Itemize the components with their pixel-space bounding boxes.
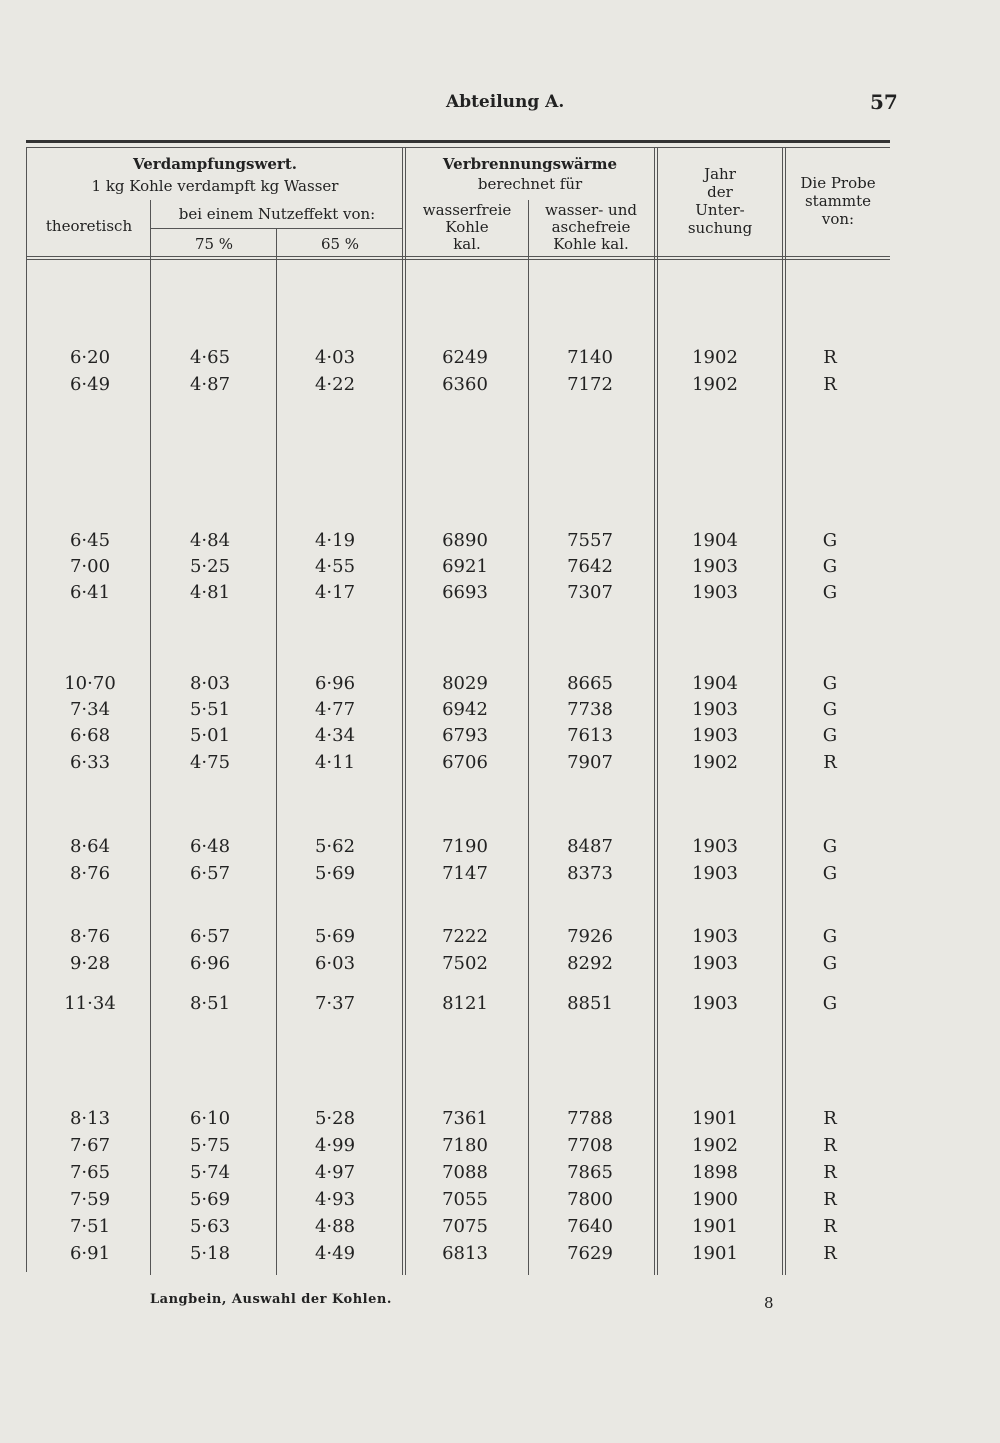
cell-probe: G [822, 699, 838, 720]
cell-jahr: 1903 [692, 993, 738, 1014]
cell-jahr: 1903 [692, 556, 738, 577]
column-header-75: 75 % [194, 235, 234, 253]
table-row [0, 673, 1000, 699]
cell-jahr: 1898 [692, 1162, 738, 1183]
table-row [0, 1216, 1000, 1242]
table-row [0, 993, 1000, 1019]
cell-probe: G [822, 953, 838, 974]
table-row [0, 556, 1000, 582]
cell-aschefreie: 7865 [567, 1162, 613, 1183]
cell-jahr: 1903 [692, 836, 738, 857]
cell-theoretisch: 7·51 [69, 1216, 111, 1237]
cell-wasserfreie: 7222 [442, 926, 488, 947]
cell-probe: G [822, 993, 838, 1014]
cell-aschefreie: 7788 [567, 1108, 613, 1129]
table-row [0, 836, 1000, 862]
cell-aschefreie: 7907 [567, 752, 613, 773]
cell-probe: R [823, 374, 837, 395]
column-header-wasserfreie-2: Kohle [445, 218, 489, 236]
column-header-theoretisch: theoretisch [45, 217, 133, 235]
table-row [0, 1135, 1000, 1161]
cell-theoretisch: 10·70 [64, 673, 116, 694]
cell-jahr: 1903 [692, 725, 738, 746]
cell-theoretisch: 7·00 [69, 556, 111, 577]
column-header-aschefreie-1: wasser- und [545, 201, 637, 219]
cell-theoretisch: 6·91 [69, 1243, 111, 1264]
cell-theoretisch: 7·67 [69, 1135, 111, 1156]
table-row [0, 953, 1000, 979]
top-rule [26, 140, 890, 143]
group-subtitle-verdampfungswert: 1 kg Kohle verdampft kg Wasser [91, 177, 339, 195]
cell-wasserfreie: 6921 [442, 556, 488, 577]
cell-jahr: 1902 [692, 752, 738, 773]
cell-wasserfreie: 7180 [442, 1135, 488, 1156]
cell-aschefreie: 8851 [567, 993, 613, 1014]
cell-75: 6·10 [189, 1108, 231, 1129]
cell-75: 6·96 [189, 953, 231, 974]
column-header-wasserfreie-3: kal. [453, 235, 481, 253]
cell-wasserfreie: 6942 [442, 699, 488, 720]
footer-note: Langbein, Auswahl der Kohlen. [150, 1292, 392, 1307]
cell-65: 4·17 [314, 582, 356, 603]
cell-aschefreie: 7800 [567, 1189, 613, 1210]
cell-theoretisch: 8·13 [69, 1108, 111, 1129]
column-header-jahr-2: der [707, 183, 733, 201]
cell-jahr: 1903 [692, 863, 738, 884]
table-row [0, 530, 1000, 556]
cell-theoretisch: 8·76 [69, 926, 111, 947]
table-row [0, 699, 1000, 725]
cell-aschefreie: 7640 [567, 1216, 613, 1237]
table-row [0, 582, 1000, 608]
cell-65: 4·49 [314, 1243, 356, 1264]
cell-75: 4·75 [189, 752, 231, 773]
header-bottom-line-1 [26, 256, 890, 257]
cell-65: 5·69 [314, 926, 356, 947]
cell-wasserfreie: 7147 [442, 863, 488, 884]
cell-75: 4·81 [189, 582, 231, 603]
cell-theoretisch: 8·76 [69, 863, 111, 884]
cell-probe: R [823, 1216, 837, 1237]
column-header-aschefreie-2: aschefreie [551, 218, 631, 236]
cell-wasserfreie: 7190 [442, 836, 488, 857]
column-header-65: 65 % [320, 235, 360, 253]
cell-75: 6·57 [189, 926, 231, 947]
cell-jahr: 1904 [692, 530, 738, 551]
cell-wasserfreie: 6693 [442, 582, 488, 603]
cell-65: 7·37 [314, 993, 356, 1014]
cell-aschefreie: 7926 [567, 926, 613, 947]
group-subtitle-berechnet: berechnet für [477, 175, 583, 193]
cell-wasserfreie: 8121 [442, 993, 488, 1014]
subheader-nutzeffekt: bei einem Nutzeffekt von: [178, 205, 376, 223]
cell-75: 5·25 [189, 556, 231, 577]
cell-65: 4·55 [314, 556, 356, 577]
table-row [0, 374, 1000, 400]
cell-probe: R [823, 1189, 837, 1210]
cell-probe: R [823, 1108, 837, 1129]
cell-aschefreie: 8292 [567, 953, 613, 974]
cell-aschefreie: 7140 [567, 347, 613, 368]
cell-jahr: 1902 [692, 374, 738, 395]
cell-wasserfreie: 6793 [442, 725, 488, 746]
cell-theoretisch: 7·34 [69, 699, 111, 720]
cell-65: 5·28 [314, 1108, 356, 1129]
table-row [0, 1162, 1000, 1188]
cell-75: 5·51 [189, 699, 231, 720]
cell-aschefreie: 7172 [567, 374, 613, 395]
cell-wasserfreie: 6706 [442, 752, 488, 773]
cell-theoretisch: 6·20 [69, 347, 111, 368]
cell-75: 5·18 [189, 1243, 231, 1264]
cell-aschefreie: 7557 [567, 530, 613, 551]
cell-75: 4·87 [189, 374, 231, 395]
cell-wasserfreie: 7075 [442, 1216, 488, 1237]
cell-aschefreie: 8373 [567, 863, 613, 884]
cell-theoretisch: 6·33 [69, 752, 111, 773]
subheader-line [150, 228, 402, 229]
cell-probe: G [822, 926, 838, 947]
cell-jahr: 1903 [692, 926, 738, 947]
cell-wasserfreie: 7361 [442, 1108, 488, 1129]
cell-65: 4·77 [314, 699, 356, 720]
cell-jahr: 1904 [692, 673, 738, 694]
column-header-aschefreie-3: Kohle kal. [553, 235, 629, 253]
cell-75: 4·65 [189, 347, 231, 368]
column-header-probe-1: Die Probe [800, 174, 876, 192]
cell-65: 4·19 [314, 530, 356, 551]
column-header-probe-2: stammte [804, 192, 872, 210]
cell-aschefreie: 7738 [567, 699, 613, 720]
cell-theoretisch: 7·59 [69, 1189, 111, 1210]
cell-theoretisch: 6·49 [69, 374, 111, 395]
cell-probe: G [822, 863, 838, 884]
cell-jahr: 1900 [692, 1189, 738, 1210]
cell-wasserfreie: 7055 [442, 1189, 488, 1210]
cell-probe: G [822, 582, 838, 603]
column-header-jahr-1: Jahr [704, 165, 736, 183]
cell-wasserfreie: 6890 [442, 530, 488, 551]
cell-probe: G [822, 556, 838, 577]
cell-75: 4·84 [189, 530, 231, 551]
header-bottom-line-2 [26, 259, 890, 260]
cell-probe: G [822, 673, 838, 694]
cell-65: 5·62 [314, 836, 356, 857]
cell-theoretisch: 6·41 [69, 582, 111, 603]
cell-65: 4·34 [314, 725, 356, 746]
cell-wasserfreie: 6360 [442, 374, 488, 395]
cell-probe: R [823, 1162, 837, 1183]
cell-65: 4·11 [314, 752, 356, 773]
cell-75: 5·74 [189, 1162, 231, 1183]
cell-probe: R [823, 752, 837, 773]
cell-75: 6·48 [189, 836, 231, 857]
cell-aschefreie: 7642 [567, 556, 613, 577]
cell-probe: R [823, 347, 837, 368]
column-header-jahr-4: suchung [687, 219, 753, 237]
cell-75: 5·01 [189, 725, 231, 746]
cell-jahr: 1902 [692, 347, 738, 368]
cell-aschefreie: 8487 [567, 836, 613, 857]
cell-jahr: 1903 [692, 699, 738, 720]
cell-probe: R [823, 1243, 837, 1264]
cell-theoretisch: 8·64 [69, 836, 111, 857]
group-title-verbrennungswaerme: Verbrennungswärme [442, 155, 618, 173]
table-row [0, 752, 1000, 778]
cell-probe: G [822, 836, 838, 857]
cell-wasserfreie: 6249 [442, 347, 488, 368]
page-number: 57 [870, 90, 898, 114]
cell-wasserfreie: 6813 [442, 1243, 488, 1264]
cell-jahr: 1901 [692, 1216, 738, 1237]
cell-theoretisch: 11·34 [64, 993, 116, 1014]
table-row [0, 1243, 1000, 1269]
cell-jahr: 1903 [692, 953, 738, 974]
cell-75: 5·63 [189, 1216, 231, 1237]
cell-65: 4·99 [314, 1135, 356, 1156]
cell-jahr: 1901 [692, 1108, 738, 1129]
table-row [0, 863, 1000, 889]
signature-mark: 8 [764, 1294, 774, 1312]
table-row [0, 926, 1000, 952]
cell-jahr: 1903 [692, 582, 738, 603]
cell-theoretisch: 6·68 [69, 725, 111, 746]
table-row [0, 725, 1000, 751]
cell-wasserfreie: 7502 [442, 953, 488, 974]
column-header-probe-3: von: [821, 210, 855, 228]
cell-probe: R [823, 1135, 837, 1156]
cell-probe: G [822, 725, 838, 746]
column-header-jahr-3: Unter- [695, 201, 745, 219]
cell-wasserfreie: 7088 [442, 1162, 488, 1183]
table-row [0, 347, 1000, 373]
cell-75: 5·69 [189, 1189, 231, 1210]
cell-75: 8·03 [189, 673, 231, 694]
cell-aschefreie: 7307 [567, 582, 613, 603]
running-header: Abteilung A. [446, 92, 565, 112]
table-row [0, 1189, 1000, 1215]
column-header-wasserfreie-1: wasserfreie [422, 201, 512, 219]
cell-75: 8·51 [189, 993, 231, 1014]
cell-65: 4·22 [314, 374, 356, 395]
cell-65: 4·97 [314, 1162, 356, 1183]
cell-aschefreie: 7613 [567, 725, 613, 746]
cell-75: 6·57 [189, 863, 231, 884]
cell-jahr: 1902 [692, 1135, 738, 1156]
cell-theoretisch: 9·28 [69, 953, 111, 974]
cell-theoretisch: 6·45 [69, 530, 111, 551]
cell-65: 6·96 [314, 673, 356, 694]
cell-theoretisch: 7·65 [69, 1162, 111, 1183]
cell-75: 5·75 [189, 1135, 231, 1156]
cell-65: 5·69 [314, 863, 356, 884]
cell-65: 4·88 [314, 1216, 356, 1237]
cell-jahr: 1901 [692, 1243, 738, 1264]
cell-aschefreie: 7708 [567, 1135, 613, 1156]
cell-65: 6·03 [314, 953, 356, 974]
header-top-line [26, 147, 890, 148]
cell-aschefreie: 8665 [567, 673, 613, 694]
group-title-verdampfungswert: Verdampfungswert. [133, 155, 297, 173]
cell-probe: G [822, 530, 838, 551]
table-row [0, 1108, 1000, 1134]
cell-65: 4·03 [314, 347, 356, 368]
cell-65: 4·93 [314, 1189, 356, 1210]
cell-aschefreie: 7629 [567, 1243, 613, 1264]
cell-wasserfreie: 8029 [442, 673, 488, 694]
